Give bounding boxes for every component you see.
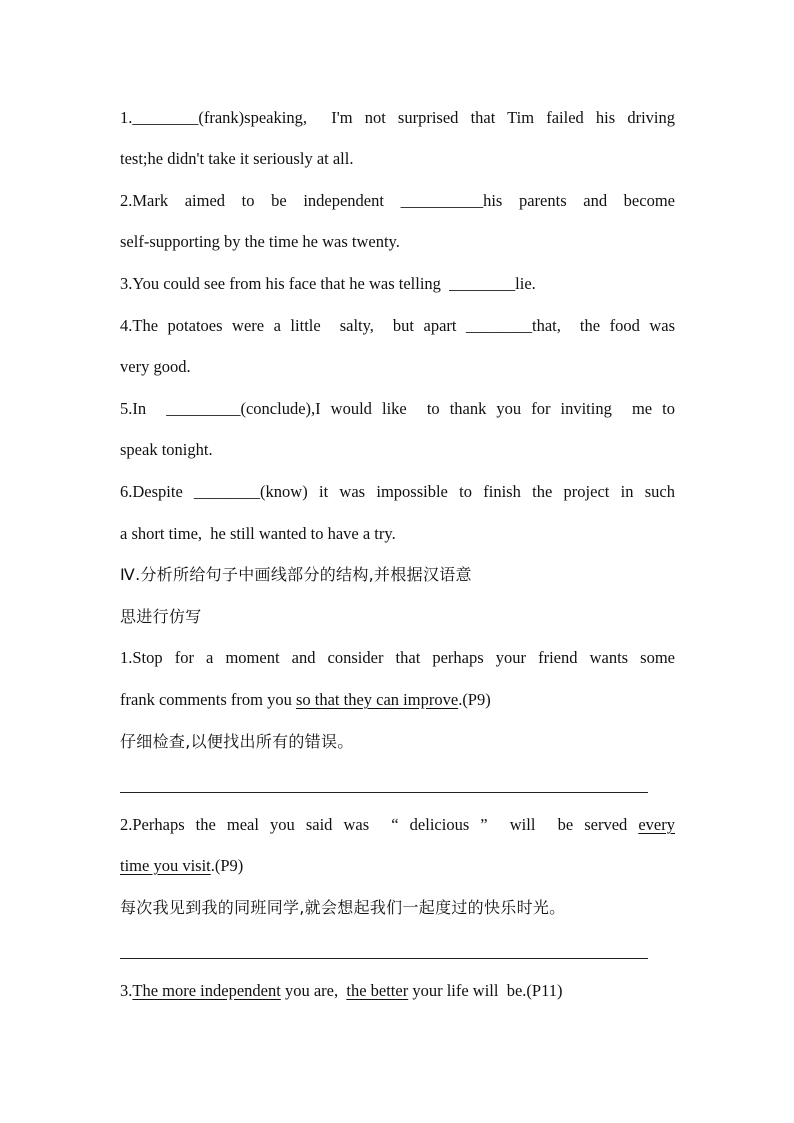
- underlined-structure: so that they can improve: [295, 690, 459, 709]
- chinese-prompt-text: 每次我见到我的同班同学,就会想起我们一起度过的快乐时光。: [120, 898, 566, 917]
- exercise-text: a short time, he still wanted to have a try.: [120, 524, 396, 543]
- item-2-english-line-1: [120, 815, 675, 835]
- underlined-structure: the better: [346, 981, 409, 1000]
- exercise-6-line-1: [120, 482, 675, 502]
- item-text: your life will be.(P11): [408, 981, 563, 1000]
- item-1-english-line-2: [120, 690, 675, 710]
- exercise-text: 3.You could see from his face that he was telling ________lie.: [120, 274, 536, 293]
- exercise-text: 6.Despite ________(know) it was impossible to finish the project in such: [120, 482, 675, 501]
- item-text: .(P9): [210, 856, 244, 875]
- item-text: 3.: [120, 981, 133, 1000]
- underlined-structure: The more independent: [132, 981, 281, 1000]
- exercise-2-line-2: [120, 232, 675, 252]
- exercise-1-line-2: [120, 149, 675, 169]
- exercise-2-line-1: [120, 191, 675, 211]
- item-text: you are,: [280, 981, 347, 1000]
- exercise-5-line-2: [120, 440, 675, 460]
- section-heading-text: Ⅳ.分析所给句子中画线部分的结构,并根据汉语意: [120, 565, 472, 584]
- exercise-1-line-1: [120, 108, 675, 128]
- item-2-answer-line[interactable]: [120, 958, 648, 959]
- section-4-heading: [120, 565, 675, 585]
- exercise-text: 5.In _________(conclude),I would like to thank you for inviting me to: [120, 399, 675, 418]
- underlined-structure: time you visit: [120, 856, 211, 875]
- item-text: 2.Perhaps the meal you said was “ delicious ” will be served: [120, 815, 639, 834]
- exercise-text: speak tonight.: [120, 440, 213, 459]
- section-heading-text: 思进行仿写: [120, 607, 202, 626]
- exercise-4-line-2: [120, 357, 675, 377]
- item-1-english-line-1: [120, 648, 675, 668]
- chinese-prompt-text: 仔细检查,以便找出所有的错误。: [120, 732, 354, 751]
- item-text: 1.Stop for a moment and consider that perhaps your friend wants some: [120, 648, 675, 667]
- exercise-text: 4.The potatoes were a little salty, but apart ________that, the food was: [120, 316, 675, 335]
- item-3-english-line-1: [120, 981, 675, 1001]
- exercise-6-line-2: [120, 524, 675, 544]
- item-2-english-line-2: [120, 856, 675, 876]
- exercise-text: very good.: [120, 357, 191, 376]
- item-2-chinese-prompt: [120, 898, 675, 918]
- exercise-text: test;he didn't take it seriously at all.: [120, 149, 354, 168]
- exercise-3-line-1: [120, 274, 675, 294]
- exercise-5-line-1: [120, 399, 675, 419]
- exercise-text: self-supporting by the time he was twenty.: [120, 232, 400, 251]
- item-text: .(P9): [458, 690, 491, 709]
- section-4-heading-cont: [120, 607, 675, 627]
- exercise-text: 2.Mark aimed to be independent __________his parents and become: [120, 191, 675, 210]
- item-1-answer-line[interactable]: [120, 792, 648, 793]
- item-1-chinese-prompt: [120, 732, 675, 752]
- exercise-4-line-1: [120, 316, 675, 336]
- underlined-structure: every: [638, 815, 675, 834]
- exercise-text: 1.________(frank)speaking, I'm not surprised that Tim failed his driving: [120, 108, 675, 127]
- item-text: frank comments from you: [120, 690, 296, 709]
